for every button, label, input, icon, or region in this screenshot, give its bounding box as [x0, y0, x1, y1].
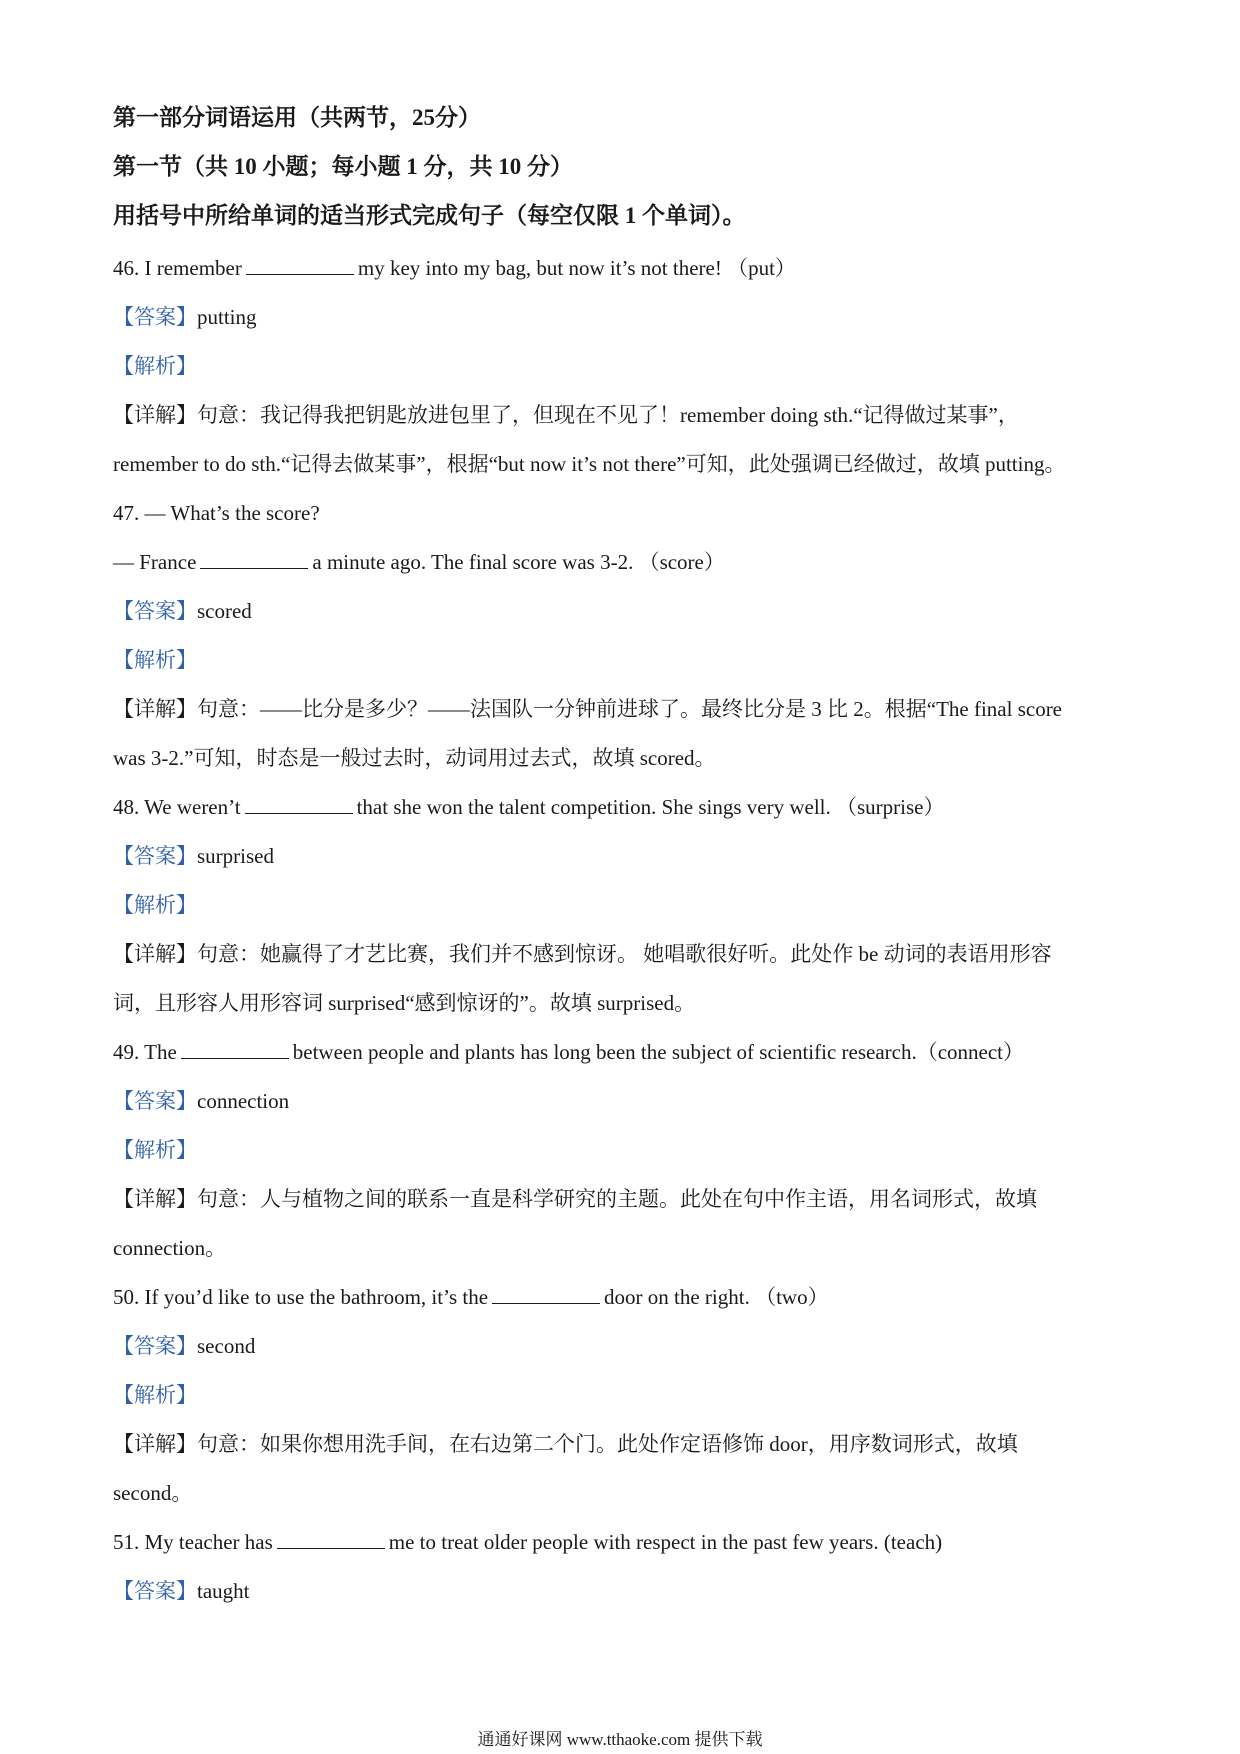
answer-label: 【答案】 [113, 305, 197, 329]
answer-blank [492, 1285, 600, 1304]
question-text-before: 46. I remember [113, 256, 242, 280]
answer-46 [113, 302, 257, 332]
question-46 [113, 253, 796, 283]
answer-label: 【答案】 [113, 844, 197, 868]
question-47 [113, 547, 725, 577]
detail-50-line1 [113, 1429, 1018, 1459]
detail-text: 句意：我记得我把钥匙放进包里了，但现在不见了！remember doing sth.“记得做过某事”， [197, 403, 1019, 427]
instruction-heading: 用括号中所给单词的适当形式完成句子（每空仅限 1 个单词）。 [113, 203, 746, 228]
detail-49-line1 [113, 1184, 1037, 1214]
detail-48-line2: 词，且形容人用形容词 surprised“感到惊讶的”。故填 surprised。 [113, 991, 696, 1015]
detail-label: 【详解】 [113, 942, 197, 966]
question-text-before: — France [113, 550, 197, 574]
answer-blank [200, 550, 308, 569]
analysis-label-49: 【解析】 [113, 1138, 197, 1162]
answer-blank [181, 1040, 289, 1059]
detail-50-line2: second。 [113, 1481, 193, 1505]
detail-46-line2: remember to do sth.“记得去做某事”，根据“but now it’s not there”可知，此处强调已经做过，故填 putting。 [113, 452, 1066, 476]
answer-47 [113, 596, 252, 626]
question-51 [113, 1527, 942, 1557]
detail-text: 句意：如果你想用洗手间，在右边第二个门。此处作定语修饰 door，用序数词形式，故填 [197, 1432, 1018, 1456]
detail-text: 句意：——比分是多少？——法国队一分钟前进球了。最终比分是 3 比 2。根据“The final score [197, 697, 1063, 721]
detail-47-line2: was 3-2.”可知，时态是一般过去时，动词用过去式，故填 scored。 [113, 746, 716, 770]
page-footer: 通通好课网 www.tthaoke.com 提供下载 [477, 1730, 763, 1749]
part-heading: 第一部分词语运用（共两节，25分） [113, 105, 481, 130]
detail-text: 句意：人与植物之间的联系一直是科学研究的主题。此处在句中作主语，用名词形式，故填 [197, 1187, 1037, 1211]
answer-label: 【答案】 [113, 599, 197, 623]
question-text-after: door on the right. （two） [604, 1285, 829, 1309]
detail-label: 【详解】 [113, 1187, 197, 1211]
detail-label: 【详解】 [113, 1432, 197, 1456]
question-text-after: my key into my bag, but now it’s not there! （put） [357, 256, 796, 280]
answer-value: taught [197, 1579, 250, 1603]
answer-48 [113, 841, 274, 871]
question-text-before: 49. The [113, 1040, 177, 1064]
answer-blank [246, 256, 354, 275]
question-text-after: me to treat older people with respect in the past few years. (teach) [388, 1530, 943, 1554]
answer-label: 【答案】 [113, 1089, 197, 1113]
answer-value: connection [197, 1089, 290, 1113]
detail-label: 【详解】 [113, 403, 197, 427]
answer-blank [245, 795, 353, 814]
analysis-label-46: 【解析】 [113, 354, 197, 378]
answer-value: second [197, 1334, 256, 1358]
question-text-after: between people and plants has long been the subject of scientific research.（connect） [292, 1040, 1025, 1064]
answer-label: 【答案】 [113, 1334, 197, 1358]
question-50 [113, 1282, 829, 1312]
answer-value: putting [197, 305, 257, 329]
detail-47-line1 [113, 694, 1062, 724]
detail-49-line2: connection。 [113, 1236, 227, 1260]
question-text-after: that she won the talent competition. She sings very well. （surprise） [356, 795, 945, 819]
answer-50 [113, 1331, 255, 1361]
detail-text: 句意：她赢得了才艺比赛，我们并不感到惊讶。 她唱歌很好听。此处作 be 动词的表语用形容 [197, 942, 1052, 966]
answer-49 [113, 1086, 289, 1116]
question-text-before: 51. My teacher has [113, 1530, 273, 1554]
answer-label: 【答案】 [113, 1579, 197, 1603]
question-48 [113, 792, 945, 822]
question-49 [113, 1037, 1024, 1067]
section-heading: 第一节（共 10 小题；每小题 1 分，共 10 分） [113, 154, 573, 179]
detail-46-line1 [113, 400, 1019, 430]
answer-blank [277, 1530, 385, 1549]
question-text-before: 48. We weren’t [113, 795, 241, 819]
analysis-label-47: 【解析】 [113, 648, 197, 672]
question-text-after: a minute ago. The final score was 3-2. （score） [312, 550, 725, 574]
detail-label: 【详解】 [113, 697, 197, 721]
answer-value: scored [197, 599, 252, 623]
question-47-prompt: 47. — What’s the score? [113, 501, 320, 525]
detail-48-line1 [113, 939, 1052, 969]
question-text-before: 50. If you’d like to use the bathroom, it’s the [113, 1285, 489, 1309]
analysis-label-50: 【解析】 [113, 1383, 197, 1407]
answer-51 [113, 1576, 250, 1606]
analysis-label-48: 【解析】 [113, 893, 197, 917]
answer-value: surprised [197, 844, 274, 868]
